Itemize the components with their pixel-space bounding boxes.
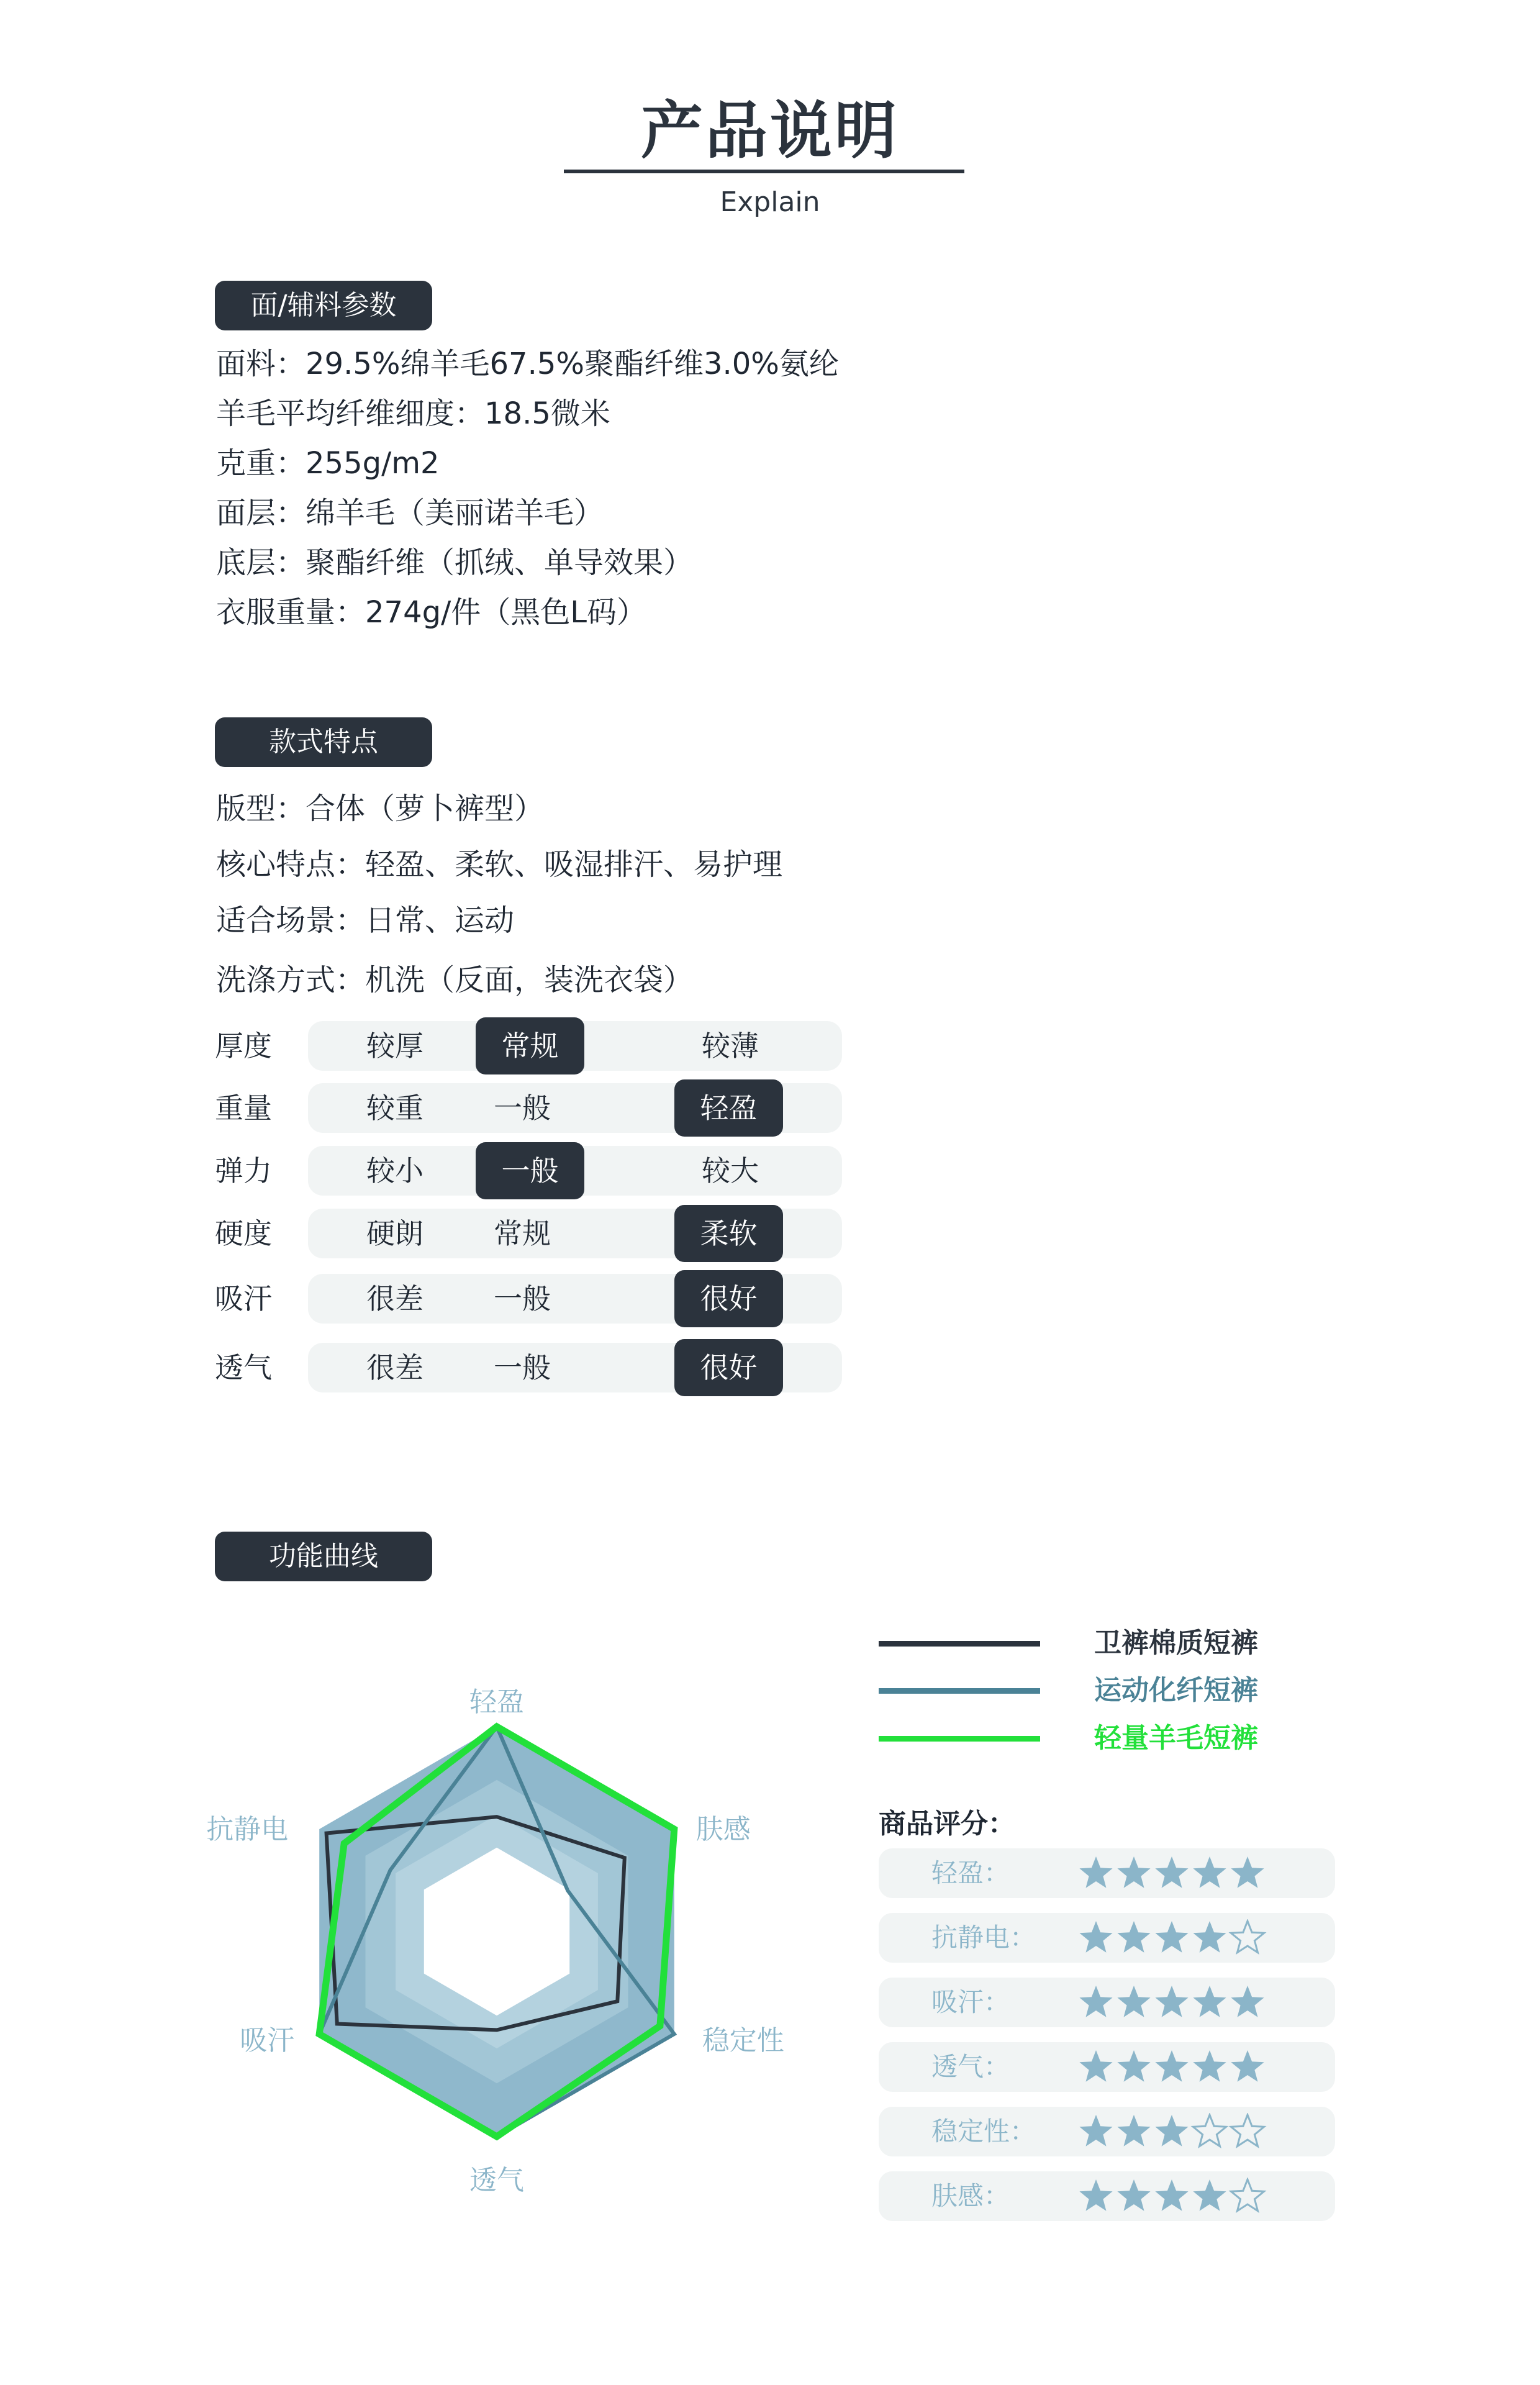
score-label: 轻盈： bbox=[931, 1858, 1010, 1888]
star-rating bbox=[1077, 1855, 1276, 1892]
star-filled-icon bbox=[1155, 2115, 1188, 2146]
legend-label-cotton: 卫裤棉质短裤 bbox=[1094, 1627, 1258, 1659]
star-filled-icon bbox=[1117, 2115, 1150, 2146]
fabric-line: 羊毛平均纤维细度：18.5微米 bbox=[216, 396, 610, 431]
star-outline-icon bbox=[1193, 2115, 1226, 2146]
score-row bbox=[879, 1913, 1335, 1963]
star-filled-icon bbox=[1117, 1921, 1150, 1953]
rating-row bbox=[215, 1145, 842, 1197]
rating-option-selected: 一般 bbox=[476, 1142, 584, 1199]
radar-axis-label: 肤感 bbox=[695, 1814, 751, 1845]
rating-track bbox=[308, 1021, 842, 1071]
score-label: 稳定性： bbox=[931, 2116, 1036, 2146]
rating-label: 重量 bbox=[215, 1091, 272, 1125]
rating-track bbox=[308, 1083, 842, 1133]
star-rating bbox=[1077, 1919, 1276, 1956]
rating-row bbox=[215, 1020, 842, 1072]
score-row bbox=[879, 1978, 1335, 2027]
star-filled-icon bbox=[1079, 1921, 1112, 1953]
star-rating bbox=[1077, 2048, 1276, 2086]
section-pill-style: 款式特点 bbox=[215, 717, 432, 767]
radar-axis-label: 透气 bbox=[469, 2165, 524, 2196]
star-filled-icon bbox=[1117, 2050, 1150, 2082]
rating-option: 硬朗 bbox=[366, 1217, 424, 1250]
rating-label: 吸汗 bbox=[215, 1282, 272, 1315]
rating-label: 弹力 bbox=[215, 1154, 272, 1188]
star-rating bbox=[1077, 2113, 1276, 2150]
legend-label-wool: 轻量羊毛短裤 bbox=[1094, 1722, 1258, 1754]
star-filled-icon bbox=[1079, 2179, 1112, 2211]
star-outline-icon bbox=[1231, 2115, 1264, 2146]
rating-option: 一般 bbox=[494, 1091, 551, 1125]
star-filled-icon bbox=[1193, 2050, 1226, 2082]
fabric-line: 面料：29.5%绵羊毛67.5%聚酯纤维3.0%氨纶 bbox=[216, 347, 839, 381]
score-row bbox=[879, 2042, 1335, 2092]
rating-row bbox=[215, 1273, 842, 1325]
star-filled-icon bbox=[1117, 1856, 1150, 1888]
style-line: 版型：合体（萝卜裤型） bbox=[216, 791, 545, 826]
score-row bbox=[879, 2107, 1335, 2156]
score-heading: 商品评分： bbox=[879, 1808, 1015, 1840]
score-label: 吸汗： bbox=[931, 1987, 1010, 2017]
radar-axis-label: 抗静电 bbox=[206, 1814, 289, 1845]
rating-option: 很差 bbox=[366, 1351, 424, 1384]
rating-label: 厚度 bbox=[215, 1029, 272, 1063]
rating-row bbox=[215, 1082, 842, 1134]
page-title: 产品说明 bbox=[641, 94, 899, 167]
star-filled-icon bbox=[1193, 1986, 1226, 2017]
star-filled-icon bbox=[1079, 1986, 1112, 2017]
title-divider bbox=[564, 170, 964, 173]
rating-option: 较重 bbox=[366, 1091, 424, 1125]
rating-track bbox=[308, 1343, 842, 1392]
star-rating bbox=[1077, 1984, 1276, 2021]
legend-swatch-wool bbox=[879, 1736, 1040, 1742]
star-filled-icon bbox=[1155, 2050, 1188, 2082]
star-filled-icon bbox=[1155, 1856, 1188, 1888]
fabric-line: 面层：绵羊毛（美丽诺羊毛） bbox=[216, 496, 604, 530]
rating-option-selected: 柔软 bbox=[674, 1205, 783, 1262]
style-line: 适合场景：日常、运动 bbox=[216, 903, 515, 938]
rating-option-selected: 很好 bbox=[674, 1270, 783, 1327]
style-line: 核心特点：轻盈、柔软、吸湿排汗、易护理 bbox=[216, 847, 783, 882]
score-label: 透气： bbox=[931, 2051, 1010, 2082]
star-filled-icon bbox=[1117, 2179, 1150, 2211]
rating-option-selected: 轻盈 bbox=[674, 1079, 783, 1137]
star-filled-icon bbox=[1079, 1856, 1112, 1888]
rating-option: 较大 bbox=[702, 1154, 759, 1188]
star-filled-icon bbox=[1231, 1986, 1264, 2017]
rating-option-selected: 很好 bbox=[674, 1339, 783, 1396]
fabric-line: 衣服重量：274g/件（黑色L码） bbox=[216, 595, 647, 630]
radar-axis-label: 轻盈 bbox=[469, 1686, 524, 1718]
radar-axis-label: 稳定性 bbox=[702, 2025, 784, 2056]
style-line: 洗涤方式：机洗（反面，装洗衣袋） bbox=[216, 963, 694, 997]
star-filled-icon bbox=[1117, 1986, 1150, 2017]
star-filled-icon bbox=[1193, 1921, 1226, 1953]
star-filled-icon bbox=[1079, 2115, 1112, 2146]
rating-option: 很差 bbox=[366, 1282, 424, 1315]
star-rating bbox=[1077, 2178, 1276, 2215]
legend-swatch-cotton bbox=[879, 1641, 1040, 1647]
star-outline-icon bbox=[1231, 1921, 1264, 1953]
rating-option: 较厚 bbox=[366, 1029, 424, 1063]
score-label: 抗静电： bbox=[931, 1922, 1036, 1953]
rating-row bbox=[215, 1342, 842, 1394]
rating-option: 较小 bbox=[366, 1154, 424, 1188]
fabric-line: 克重：255g/m2 bbox=[216, 446, 440, 481]
legend-label-synthetic: 运动化纤短裤 bbox=[1094, 1674, 1258, 1706]
rating-track bbox=[308, 1274, 842, 1324]
fabric-line: 底层：聚酯纤维（抓绒、单导效果） bbox=[216, 545, 694, 580]
section-pill-fabric: 面/辅料参数 bbox=[215, 281, 432, 330]
score-label: 肤感： bbox=[931, 2181, 1010, 2211]
radar-chart bbox=[155, 1609, 851, 2230]
rating-option: 常规 bbox=[494, 1217, 551, 1250]
page-subtitle: Explain bbox=[720, 186, 820, 218]
rating-option-selected: 常规 bbox=[476, 1017, 584, 1074]
rating-option: 较薄 bbox=[702, 1029, 759, 1063]
rating-option: 一般 bbox=[494, 1351, 551, 1384]
star-filled-icon bbox=[1231, 2050, 1264, 2082]
star-filled-icon bbox=[1155, 1921, 1188, 1953]
star-filled-icon bbox=[1155, 2179, 1188, 2211]
star-filled-icon bbox=[1079, 2050, 1112, 2082]
rating-option: 一般 bbox=[494, 1282, 551, 1315]
legend-swatch-synthetic bbox=[879, 1688, 1040, 1694]
score-row bbox=[879, 2171, 1335, 2221]
star-outline-icon bbox=[1231, 2179, 1264, 2211]
rating-track bbox=[308, 1209, 842, 1258]
rating-label: 透气 bbox=[215, 1351, 272, 1384]
rating-label: 硬度 bbox=[215, 1217, 272, 1250]
rating-track bbox=[308, 1146, 842, 1196]
star-filled-icon bbox=[1231, 1856, 1264, 1888]
star-filled-icon bbox=[1155, 1986, 1188, 2017]
section-pill-curve: 功能曲线 bbox=[215, 1532, 432, 1581]
star-filled-icon bbox=[1193, 2179, 1226, 2211]
score-row bbox=[879, 1848, 1335, 1898]
star-filled-icon bbox=[1193, 1856, 1226, 1888]
radar-axis-label: 吸汗 bbox=[240, 2025, 295, 2056]
rating-row bbox=[215, 1207, 842, 1260]
